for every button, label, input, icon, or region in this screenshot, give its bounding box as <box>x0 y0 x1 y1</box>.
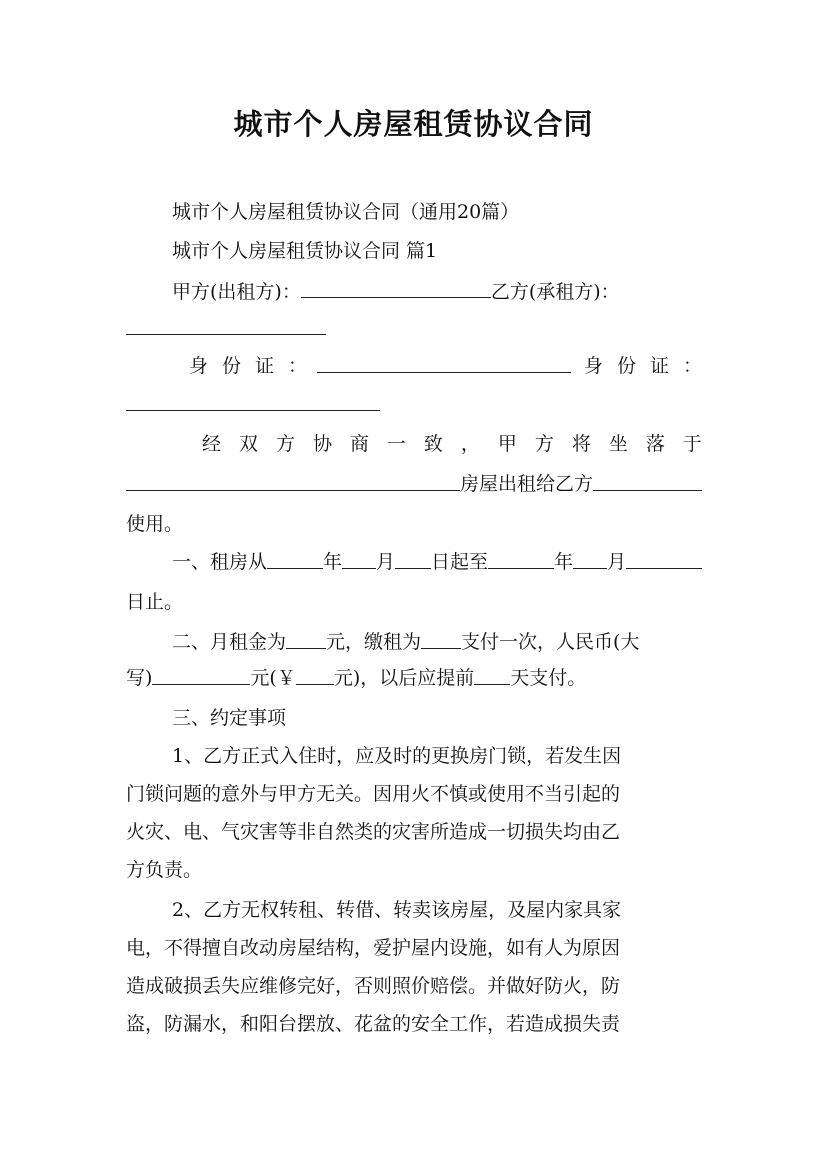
clause3-heading: 三、约定事项 <box>172 707 287 729</box>
clause1-line <box>172 550 702 574</box>
blank <box>395 550 431 569</box>
party-a-blank <box>301 279 491 298</box>
item2-line: 电，不得擅自改动房屋结构，爱护屋内设施，如有人为原因 <box>126 937 621 959</box>
clause2-line <box>172 630 702 654</box>
id-char: 份 <box>616 355 636 377</box>
clause2-pay-rmb: 支付一次，人民币(大 <box>461 631 640 653</box>
item2-line: 2、乙方无权转租、转借、转卖该房屋，及屋内家具家 <box>172 899 622 921</box>
agree-line <box>202 432 702 456</box>
id-char: 身 <box>583 355 603 377</box>
agree-char: 方 <box>275 433 295 455</box>
agree-char: 双 <box>238 433 258 455</box>
blank <box>488 550 554 569</box>
clause2-yuan-pay: 元，缴租为 <box>326 631 422 653</box>
id-b-blank <box>126 410 380 411</box>
id-a-blank <box>317 354 571 373</box>
item2-line: 造成破损丢失应维修完好，否则照价赔偿。并做好防火，防 <box>126 975 621 997</box>
clause2-line2 <box>126 666 586 690</box>
item1-line: 方负责。 <box>126 859 203 881</box>
article-heading: 城市个人房屋租赁协议合同 篇1 <box>172 240 438 262</box>
agree-char: 致 <box>423 433 443 455</box>
clause2-yuan-yen: 元(￥ <box>250 667 296 689</box>
id-char: 身 <box>189 355 209 377</box>
agree-char: 商 <box>349 433 369 455</box>
blank <box>626 550 702 569</box>
agree-char: 落 <box>645 433 665 455</box>
agree-char: 将 <box>571 433 591 455</box>
party-b-label: 乙方(承租方)： <box>490 281 620 303</box>
item2-line: 盗，防漏水，和阳台摆放、花盆的安全工作，若造成损失责 <box>126 1013 621 1035</box>
clause1-year: 年 <box>554 551 574 573</box>
blank <box>296 666 334 685</box>
blank <box>573 550 607 569</box>
clause2-rent: 二、月租金为 <box>172 631 287 653</box>
subtitle: 城市个人房屋租赁协议合同（通用20篇） <box>172 201 520 223</box>
clause2-days-pay: 天支付。 <box>510 667 587 689</box>
id-char: 证 <box>649 355 669 377</box>
agree-char: 方 <box>534 433 554 455</box>
agree-char: ， <box>460 433 480 455</box>
id-char: 份 <box>222 355 242 377</box>
agree-char: 经 <box>202 433 222 455</box>
id-char: ： <box>288 355 308 377</box>
lease-blank <box>593 472 702 491</box>
clause1-start: 一、租房从 <box>172 551 268 573</box>
clause1-month: 月 <box>376 551 396 573</box>
agree-char: 甲 <box>497 433 517 455</box>
party-b-blank <box>126 334 326 335</box>
clause2-write: 写) <box>126 667 153 689</box>
lease-to-text: 房屋出租给乙方 <box>460 473 594 495</box>
blank <box>421 630 461 649</box>
agree-char: 一 <box>386 433 406 455</box>
item1-line <box>172 744 702 768</box>
clause2-yuan-later: 元)，以后应提前 <box>333 667 475 689</box>
item1-line: 门锁问题的意外与甲方无关。因用火不慎或使用不当引起的 <box>126 783 621 805</box>
party-line <box>172 279 620 304</box>
id-line <box>189 354 702 378</box>
blank <box>267 550 323 569</box>
agree-char: 协 <box>312 433 332 455</box>
clause1-day-from: 日起至 <box>431 551 489 573</box>
text: 1、乙方正式入住时，应及时的更换房门锁，若发生因 <box>172 745 622 767</box>
clause1-month: 月 <box>607 551 627 573</box>
party-a-label: 甲方(出租方)： <box>172 281 301 303</box>
blank <box>342 550 376 569</box>
lease-line <box>126 472 702 496</box>
id-char: ： <box>682 355 702 377</box>
clause1-year: 年 <box>323 551 343 573</box>
agree-char: 于 <box>682 433 702 455</box>
blank <box>152 666 250 685</box>
blank <box>474 666 510 685</box>
address-blank <box>126 472 460 491</box>
item1-line: 火灾、电、气灾害等非自然类的灾害所造成一切损失均由乙 <box>126 821 621 843</box>
agree-char: 坐 <box>608 433 628 455</box>
clause1-until: 日止。 <box>126 591 184 613</box>
blank <box>286 630 326 649</box>
id-char: 证 <box>255 355 275 377</box>
document-title: 城市个人房屋租赁协议合同 <box>233 107 594 141</box>
use-text: 使用。 <box>126 513 184 535</box>
